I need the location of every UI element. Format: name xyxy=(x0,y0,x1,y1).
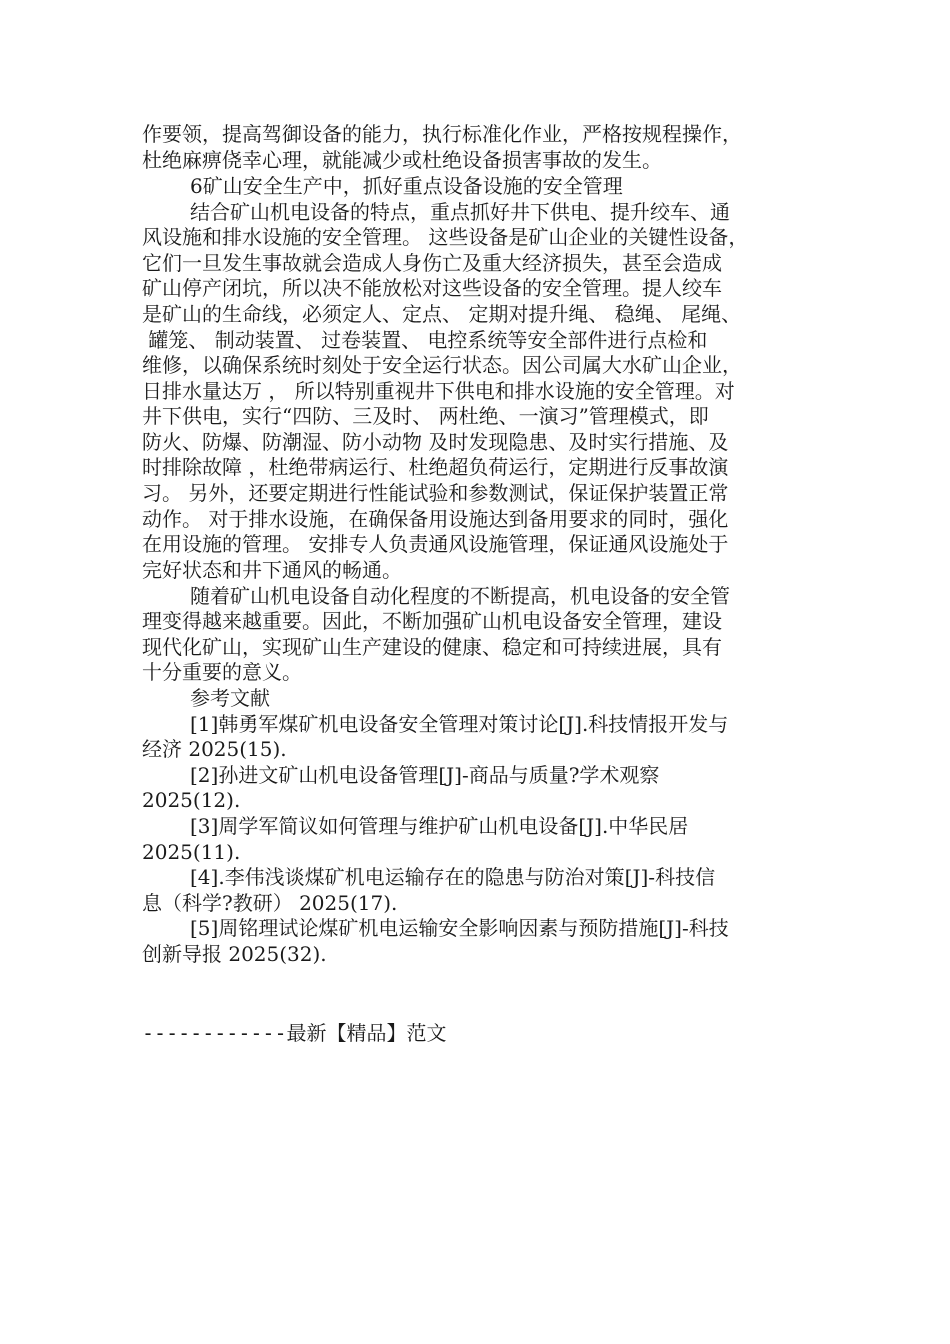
text-line: 防火、防爆、防潮湿、防小动物 及时发现隐患、及时实行措施、及 xyxy=(142,430,729,454)
reference-line: [5]周铭理试论煤矿机电运输安全影响因素与预防措施[J]-科技 xyxy=(190,916,729,940)
text-line: 作要领，提高驾御设备的能力，执行标准化作业，严格按规程操作， xyxy=(142,122,742,146)
text-line: 杜绝麻痹侥幸心理，就能减少或杜绝设备损害事故的发生。 xyxy=(142,148,662,172)
reference-line: 息（科学?教研） 2025(17). xyxy=(142,891,398,915)
text-line: 随着矿山机电设备自动化程度的不断提高，机电设备的安全管 xyxy=(190,584,730,608)
reference-line: 2025(12). xyxy=(142,788,241,812)
text-line: 矿山停产闭坑，所以决不能放松对这些设备的安全管理。提人绞车 xyxy=(142,276,722,300)
text-line: 在用设施的管理。 安排专人负责通风设施管理，保证通风设施处于 xyxy=(142,532,729,556)
text-line: 维修，以确保系统时刻处于安全运行状态。因公司属大水矿山企业， xyxy=(142,353,742,377)
reference-line: 创新导报 2025(32). xyxy=(142,942,327,966)
page-footer: ------------最新【精品】范文 xyxy=(142,1021,447,1045)
reference-line: [2]孙进文矿山机电设备管理[J]-商品与质量?学术观察 xyxy=(190,763,660,787)
references-heading: 参考文献 xyxy=(190,686,270,710)
reference-line: [3]周学军简议如何管理与维护矿山机电设备[J].中华民居 xyxy=(190,814,689,838)
reference-line: 2025(11). xyxy=(142,840,241,864)
text-line: 它们一旦发生事故就会造成人身伤亡及重大经济损失，甚至会造成 xyxy=(142,251,722,275)
reference-line: [4].李伟浅谈煤矿机电运输存在的隐患与防治对策[J]-科技信 xyxy=(190,865,716,889)
text-line: 理变得越来越重要。因此，不断加强矿山机电设备安全管理，建设 xyxy=(142,609,722,633)
text-line: 井下供电，实行“四防、三及时、 两杜绝、一演习”管理模式，即 xyxy=(142,404,709,428)
text-line: 结合矿山机电设备的特点，重点抓好井下供电、提升绞车、通 xyxy=(190,200,730,224)
text-line: 是矿山的生命线，必须定人、定点、 定期对提升绳、 稳绳、 尾绳、 xyxy=(142,302,742,326)
section-heading: 6矿山安全生产中，抓好重点设备设施的安全管理 xyxy=(190,174,623,198)
text-line: 风设施和排水设施的安全管理。 这些设备是矿山企业的关键性设备， xyxy=(142,225,749,249)
text-line: 时排除故障 ，杜绝带病运行、杜绝超负荷运行，定期进行反事故演 xyxy=(142,455,729,479)
text-line: 动作。 对于排水设施，在确保备用设施达到备用要求的同时，强化 xyxy=(142,507,729,531)
text-line: 罐笼、 制动装置、 过卷装置、 电控系统等安全部件进行点检和 xyxy=(142,328,708,352)
text-line: 习。 另外，还要定期进行性能试验和参数测试，保证保护装置正常 xyxy=(142,481,729,505)
reference-line: [1]韩勇军煤矿机电设备安全管理对策讨论[J].科技情报开发与 xyxy=(190,712,729,736)
text-line: 现代化矿山，实现矿山生产建设的健康、稳定和可持续进展，具有 xyxy=(142,635,722,659)
text-line: 完好状态和井下通风的畅通。 xyxy=(142,558,402,582)
text-line: 十分重要的意义。 xyxy=(142,660,302,684)
reference-line: 经济 2025(15). xyxy=(142,737,287,761)
text-line: 日排水量达万 ， 所以特别重视井下供电和排水设施的安全管理。对 xyxy=(142,379,735,403)
